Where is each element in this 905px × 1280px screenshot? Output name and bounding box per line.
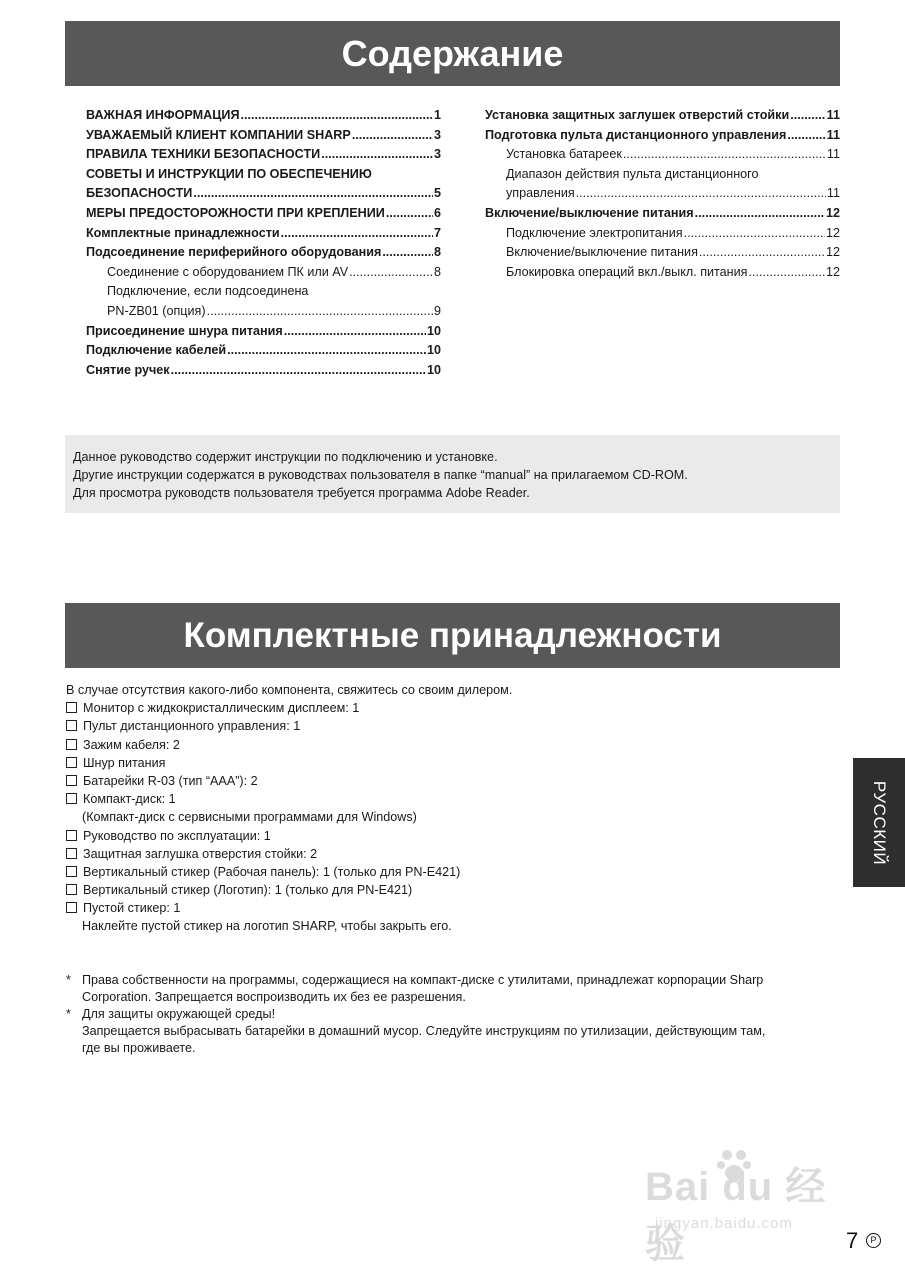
accessories-intro: В случае отсутствия какого-либо компонента, свяжитесь со своим дилером. bbox=[66, 683, 513, 697]
page-number: 7 bbox=[846, 1228, 859, 1253]
watermark bbox=[640, 1145, 855, 1266]
list-item: Пустой стикер: 1 bbox=[66, 899, 826, 917]
list-item: Зажим кабеля: 2 bbox=[66, 736, 826, 754]
toc-entry[interactable]: МЕРЫ ПРЕДОСТОРОЖНОСТИ ПРИ КРЕПЛЕНИИ ..... 6 bbox=[86, 204, 441, 224]
list-item: Защитная заглушка отверстия стойки: 2 bbox=[66, 845, 826, 863]
toc-subentry[interactable]: PN-ZB01 (опция) ..... 9 bbox=[86, 302, 441, 322]
list-item: Пульт дистанционного управления: 1 bbox=[66, 717, 826, 735]
toc-entry[interactable]: Установка защитных заглушек отверстий стойки ..... 11 bbox=[485, 106, 840, 126]
checkbox-icon bbox=[66, 884, 77, 895]
toc-entry[interactable]: БЕЗОПАСНОСТИ ..... 5 bbox=[86, 184, 441, 204]
language-mark-icon: P bbox=[866, 1233, 881, 1248]
notice-line: Для просмотра руководств пользователя требуется программа Adobe Reader. bbox=[73, 486, 530, 500]
checkbox-icon bbox=[66, 848, 77, 859]
list-item: Шнур питания bbox=[66, 754, 826, 772]
checkbox-icon bbox=[66, 757, 77, 768]
notice-box bbox=[65, 435, 840, 513]
toc-entry[interactable]: Присоединение шнура питания ..... 10 bbox=[86, 322, 441, 342]
footnote-line: * Для защиты окружающей среды! bbox=[66, 1007, 276, 1021]
watermark-url: jingyan.baidu.com bbox=[655, 1215, 793, 1232]
list-item-detail: Наклейте пустой стикер на логотип SHARP, чтобы закрыть его. bbox=[82, 919, 452, 934]
accessories-title: Комплектные принадлежности bbox=[183, 615, 722, 655]
toc-entry[interactable]: Подготовка пульта дистанционного управления ..... 11 bbox=[485, 126, 840, 146]
accessories-list bbox=[66, 681, 826, 936]
list-item: Монитор с жидкокристаллическим дисплеем: 1 bbox=[66, 699, 826, 717]
notice-line: Другие инструкции содержатся в руководствах пользователя в папке “manual” на прилагаемом CD-ROM. bbox=[73, 468, 688, 482]
footnote-line: * Права собственности на программы, содержащиеся на компакт-диске с утилитами, принадлежат корпорации Sharp bbox=[66, 973, 764, 987]
toc-entry[interactable]: ПРАВИЛА ТЕХНИКИ БЕЗОПАСНОСТИ ..... 3 bbox=[86, 145, 441, 165]
toc-subentry[interactable]: Блокировка операций вкл./выкл. питания ..... 12 bbox=[485, 263, 840, 283]
footnotes bbox=[66, 972, 836, 1057]
toc-subentry-wrap[interactable]: Диапазон действия пульта дистанционного bbox=[506, 166, 759, 181]
toc-entry[interactable]: УВАЖАЕМЫЙ КЛИЕНТ КОМПАНИИ SHARP ..... 3 bbox=[86, 126, 441, 146]
toc-entry[interactable]: Комплектные принадлежности ..... 7 bbox=[86, 224, 441, 244]
checkbox-icon bbox=[66, 702, 77, 713]
checkbox-icon bbox=[66, 902, 77, 913]
language-side-tab bbox=[853, 758, 905, 887]
list-item: Вертикальный стикер (Логотип): 1 (только для PN-E421) bbox=[66, 881, 826, 899]
list-item: Руководство по эксплуатации: 1 bbox=[66, 827, 826, 845]
checkbox-icon bbox=[66, 793, 77, 804]
toc-title: Содержание bbox=[341, 32, 564, 74]
toc-subentry[interactable]: Подключение электропитания ..... 12 bbox=[485, 224, 840, 244]
watermark-logo-text: Bai du 经验 bbox=[645, 1165, 827, 1266]
toc-subentry[interactable]: управления ..... 11 bbox=[485, 184, 840, 204]
toc-entry[interactable]: ВАЖНАЯ ИНФОРМАЦИЯ ..... 1 bbox=[86, 106, 441, 126]
list-item-detail: (Компакт-диск с сервисными программами для Windows) bbox=[82, 810, 417, 825]
toc-entry-wrap[interactable]: СОВЕТЫ И ИНСТРУКЦИИ ПО ОБЕСПЕЧЕНИЮ bbox=[86, 166, 372, 181]
toc-left-column bbox=[86, 106, 441, 380]
footnote-line: Запрещается выбрасывать батарейки в домашний мусор. Следуйте инструкциям по утилизации, действующим там, bbox=[82, 1024, 766, 1038]
notice-line: Данное руководство содержит инструкции по подключению и установке. bbox=[73, 450, 498, 464]
checkbox-icon bbox=[66, 739, 77, 750]
toc-subentry-wrap[interactable]: Подключение, если подсоединена bbox=[107, 284, 309, 299]
toc-entry[interactable]: Подключение кабелей ..... 10 bbox=[86, 341, 441, 361]
checkbox-icon bbox=[66, 720, 77, 731]
footnote-marker: * bbox=[66, 973, 71, 987]
toc-title-banner bbox=[65, 21, 840, 86]
footnote-line: Corporation. Запрещается воспроизводить их без ее разрешения. bbox=[82, 990, 466, 1004]
footnote-marker: * bbox=[66, 1007, 71, 1021]
toc-subentry[interactable]: Соединение с оборудованием ПК или AV ..... 8 bbox=[86, 263, 441, 283]
checkbox-icon bbox=[66, 866, 77, 877]
accessories-title-banner bbox=[65, 603, 840, 668]
list-item: Компакт-диск: 1 bbox=[66, 790, 826, 808]
list-item: Батарейки R-03 (тип “AAA”): 2 bbox=[66, 772, 826, 790]
toc-subentry[interactable]: Установка батареек ..... 11 bbox=[485, 145, 840, 165]
footnote-line: где вы проживаете. bbox=[82, 1041, 196, 1055]
language-label: РУССКИЙ bbox=[870, 780, 890, 865]
toc-entry[interactable]: Подсоединение периферийного оборудования ..... 8 bbox=[86, 243, 441, 263]
toc-entry[interactable]: Снятие ручек ..... 10 bbox=[86, 361, 441, 381]
toc-entry[interactable]: Включение/выключение питания ..... 12 bbox=[485, 204, 840, 224]
checkbox-icon bbox=[66, 775, 77, 786]
toc-right-column bbox=[485, 106, 840, 282]
list-item: Вертикальный стикер (Рабочая панель): 1 (только для PN-E421) bbox=[66, 863, 826, 881]
checkbox-icon bbox=[66, 830, 77, 841]
toc-subentry[interactable]: Включение/выключение питания ..... 12 bbox=[485, 243, 840, 263]
